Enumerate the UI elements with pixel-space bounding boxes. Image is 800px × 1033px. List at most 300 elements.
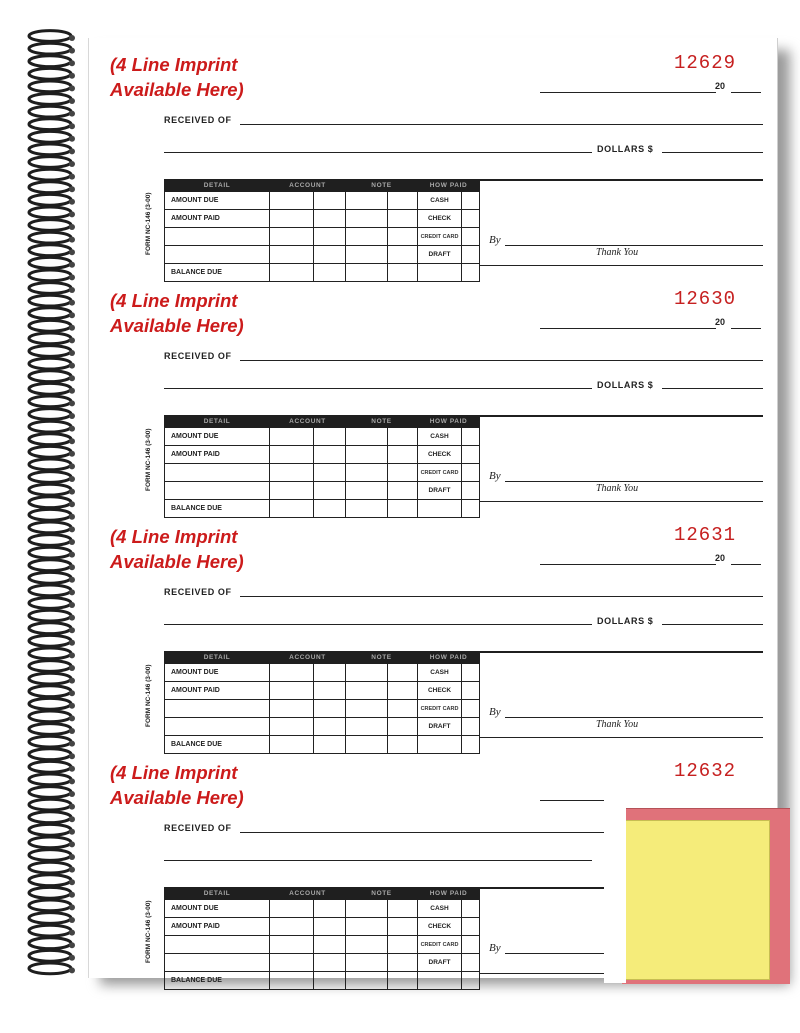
binding-hole xyxy=(69,715,75,721)
spiral-coil xyxy=(29,585,71,596)
binding-hole xyxy=(69,930,75,936)
binding-hole xyxy=(69,501,75,507)
binding-hole xyxy=(69,274,75,280)
spiral-coil xyxy=(29,963,71,974)
amount-paid-account-cents[interactable] xyxy=(314,682,346,700)
blank-note-cents-cell[interactable] xyxy=(388,936,418,954)
binding-hole xyxy=(69,867,75,873)
spiral-coil xyxy=(29,509,71,520)
amount-due-label: AMOUNT DUE xyxy=(165,900,270,918)
by-label: By xyxy=(489,234,501,246)
amount-paid-note-cents[interactable] xyxy=(388,446,418,464)
amount-words-field[interactable] xyxy=(164,388,592,389)
spiral-coil xyxy=(29,194,71,205)
imprint-placeholder xyxy=(110,760,350,810)
spiral-coil xyxy=(29,31,71,42)
spiral-coil xyxy=(29,837,71,848)
binding-hole xyxy=(69,337,75,343)
spiral-coil xyxy=(29,270,71,281)
how-paid-header: HOW PAID xyxy=(418,888,480,900)
amount-paid-label: AMOUNT PAID xyxy=(165,446,270,464)
binding-hole xyxy=(69,73,75,79)
spiral-coil xyxy=(29,421,71,432)
spiral-coil xyxy=(29,950,71,961)
amount-words-field[interactable] xyxy=(164,860,592,861)
spiral-coil xyxy=(29,560,71,571)
amount-paid-note[interactable] xyxy=(346,446,388,464)
date-year-prefix: 20 xyxy=(715,81,726,91)
payment-cash-checkbox[interactable] xyxy=(462,428,480,446)
by-label: By xyxy=(489,706,501,718)
table-row xyxy=(165,446,480,464)
binding-hole xyxy=(69,753,75,759)
binding-hole xyxy=(69,48,75,54)
binding-hole xyxy=(69,199,75,205)
amount-due-account-cents[interactable] xyxy=(314,900,346,918)
binding-hole xyxy=(69,489,75,495)
imprint-line-2: Available Here) xyxy=(110,79,244,100)
white-copy-edge xyxy=(604,790,626,983)
dollars-field[interactable] xyxy=(662,388,763,389)
spiral-coil xyxy=(29,119,71,130)
spiral-coil xyxy=(29,850,71,861)
blank-note-cents-cell[interactable] xyxy=(388,718,418,736)
spiral-coil xyxy=(29,220,71,231)
payment-cash-label: CASH xyxy=(418,192,462,210)
balance-due-account-cents[interactable] xyxy=(314,972,346,990)
table-row xyxy=(165,700,480,718)
dollars-label: DOLLARS $ xyxy=(597,144,654,154)
date-year-field[interactable] xyxy=(731,327,761,329)
table-row xyxy=(165,664,480,682)
payment-check-checkbox[interactable] xyxy=(462,210,480,228)
signature-field[interactable] xyxy=(505,717,763,718)
credit-card-text: CREDIT CARD xyxy=(420,234,459,240)
imprint-line-2: Available Here) xyxy=(110,787,244,808)
payment-check-label: CHECK xyxy=(418,210,462,228)
binding-hole xyxy=(69,249,75,255)
blank-note-cents-cell[interactable] xyxy=(388,246,418,264)
blank-detail-cell xyxy=(165,954,270,972)
spiral-coil xyxy=(29,396,71,407)
binding-hole xyxy=(69,174,75,180)
receipt-12631 xyxy=(89,510,777,746)
blank-note-cell[interactable] xyxy=(346,482,388,500)
table-row xyxy=(165,210,480,228)
balance-due-note[interactable] xyxy=(346,972,388,990)
amount-due-note-cents[interactable] xyxy=(388,192,418,210)
spiral-coil xyxy=(29,68,71,79)
binding-hole xyxy=(69,60,75,66)
date-year-prefix: 20 xyxy=(715,317,726,327)
signature-field[interactable] xyxy=(505,481,763,482)
thank-you-text: Thank You xyxy=(596,483,639,494)
form-code: FORM NC-146 (3-00) xyxy=(145,428,152,491)
binding-hole xyxy=(69,85,75,91)
signature-field[interactable] xyxy=(505,245,763,246)
spiral-coil xyxy=(29,106,71,117)
blank-account-cents-cell[interactable] xyxy=(314,936,346,954)
binding-hole xyxy=(69,312,75,318)
binding-hole xyxy=(69,539,75,545)
dollars-field[interactable] xyxy=(662,152,763,153)
blank-account-cents-cell[interactable] xyxy=(314,246,346,264)
payment-grid xyxy=(164,179,480,282)
spiral-coil xyxy=(29,673,71,684)
amount-paid-note[interactable] xyxy=(346,210,388,228)
payment-draft-checkbox[interactable] xyxy=(462,718,480,736)
balance-due-label: BALANCE DUE xyxy=(165,500,270,518)
receipt-number: 12631 xyxy=(674,524,737,546)
blank-account-cell[interactable] xyxy=(270,228,314,246)
binding-hole xyxy=(69,577,75,583)
amount-paid-note-cents[interactable] xyxy=(388,210,418,228)
binding-hole xyxy=(69,161,75,167)
received-of-label: RECEIVED OF xyxy=(164,823,232,833)
binding-hole xyxy=(69,426,75,432)
spiral-coil xyxy=(29,887,71,898)
balance-due-label: BALANCE DUE xyxy=(165,972,270,990)
receipt-12629 xyxy=(89,38,777,274)
spiral-coil xyxy=(29,358,71,369)
amount-paid-note[interactable] xyxy=(346,682,388,700)
blank-note-cents-cell[interactable] xyxy=(388,482,418,500)
spiral-coil xyxy=(29,724,71,735)
note-header: NOTE xyxy=(346,180,418,192)
spiral-coil xyxy=(29,157,71,168)
amount-due-note[interactable] xyxy=(346,900,388,918)
binding-hole xyxy=(69,904,75,910)
blank-note-cell[interactable] xyxy=(346,228,388,246)
payment-grid xyxy=(164,887,480,990)
imprint-line-1: (4 Line Imprint xyxy=(110,54,238,75)
binding-hole xyxy=(69,237,75,243)
binding-hole xyxy=(69,514,75,520)
amount-paid-account[interactable] xyxy=(270,682,314,700)
binding-hole xyxy=(69,816,75,822)
payment-credit-card-checkbox[interactable] xyxy=(462,936,480,954)
dollars-field[interactable] xyxy=(662,624,763,625)
binding-hole xyxy=(69,678,75,684)
credit-card-text: CREDIT CARD xyxy=(420,706,459,712)
blank-account-cents-cell[interactable] xyxy=(314,482,346,500)
amount-paid-account-cents[interactable] xyxy=(314,446,346,464)
spiral-coil xyxy=(29,749,71,760)
amount-due-account[interactable] xyxy=(270,900,314,918)
balance-due-account[interactable] xyxy=(270,972,314,990)
spiral-coil xyxy=(29,245,71,256)
spiral-coil xyxy=(29,572,71,583)
blank-note-cell[interactable] xyxy=(346,700,388,718)
amount-due-note[interactable] xyxy=(346,192,388,210)
spiral-coil xyxy=(29,812,71,823)
how-paid-header: HOW PAID xyxy=(418,180,480,192)
received-of-field[interactable] xyxy=(240,596,763,597)
binding-hole xyxy=(69,211,75,217)
blank-account-cents-cell[interactable] xyxy=(314,954,346,972)
binding-hole xyxy=(69,564,75,570)
spiral-coil xyxy=(29,43,71,54)
spiral-coil xyxy=(29,661,71,672)
spiral-coil xyxy=(29,333,71,344)
blank-account-cell[interactable] xyxy=(270,464,314,482)
blank-account-cell[interactable] xyxy=(270,936,314,954)
blank-account-cell[interactable] xyxy=(270,700,314,718)
spiral-coil xyxy=(29,383,71,394)
payment-draft-label: DRAFT xyxy=(418,246,462,264)
amount-due-account-cents[interactable] xyxy=(314,428,346,446)
payment-cash-checkbox[interactable] xyxy=(462,192,480,210)
blank-note-cents-cell[interactable] xyxy=(388,700,418,718)
payment-credit-card-checkbox[interactable] xyxy=(462,228,480,246)
amount-due-note-cents[interactable] xyxy=(388,664,418,682)
payment-draft-checkbox[interactable] xyxy=(462,482,480,500)
binding-hole xyxy=(69,602,75,608)
date-field[interactable] xyxy=(540,563,716,565)
blank-detail-cell xyxy=(165,246,270,264)
imprint-placeholder xyxy=(110,524,350,574)
balance-due-label: BALANCE DUE xyxy=(165,736,270,754)
how-paid-header: HOW PAID xyxy=(418,416,480,428)
spiral-coil xyxy=(29,484,71,495)
amount-due-label: AMOUNT DUE xyxy=(165,428,270,446)
spiral-coil xyxy=(29,938,71,949)
blank-account-cell[interactable] xyxy=(270,246,314,264)
binding-hole xyxy=(69,476,75,482)
spiral-coil xyxy=(29,698,71,709)
credit-card-text: CREDIT CARD xyxy=(420,470,459,476)
payment-grid xyxy=(164,651,480,754)
blank-account-cell[interactable] xyxy=(270,954,314,972)
amount-paid-account-cents[interactable] xyxy=(314,918,346,936)
imprint-placeholder xyxy=(110,288,350,338)
account-header: ACCOUNT xyxy=(270,180,346,192)
binding-hole xyxy=(69,552,75,558)
yellow-copy-sheet xyxy=(618,820,770,980)
spiral-coil xyxy=(29,346,71,357)
payment-check-checkbox[interactable] xyxy=(462,682,480,700)
table-row xyxy=(165,918,480,936)
blank-note-cents-cell[interactable] xyxy=(388,954,418,972)
blank-note-cell[interactable] xyxy=(346,718,388,736)
amount-due-note-cents[interactable] xyxy=(388,900,418,918)
spiral-coil xyxy=(29,144,71,155)
amount-paid-account[interactable] xyxy=(270,918,314,936)
amount-words-field[interactable] xyxy=(164,624,592,625)
blank-note-cell[interactable] xyxy=(346,246,388,264)
spiral-coil xyxy=(29,736,71,747)
note-header: NOTE xyxy=(346,888,418,900)
payment-grid-header xyxy=(165,652,480,664)
imprint-line-1: (4 Line Imprint xyxy=(110,526,238,547)
spiral-coil xyxy=(29,787,71,798)
amount-due-account[interactable] xyxy=(270,664,314,682)
account-header: ACCOUNT xyxy=(270,888,346,900)
amount-due-note[interactable] xyxy=(346,428,388,446)
amount-paid-account-cents[interactable] xyxy=(314,210,346,228)
amount-paid-account[interactable] xyxy=(270,210,314,228)
binding-hole xyxy=(69,627,75,633)
binding-hole xyxy=(69,703,75,709)
binding-hole xyxy=(69,791,75,797)
binding-hole xyxy=(69,413,75,419)
spiral-coil xyxy=(29,295,71,306)
amount-paid-account[interactable] xyxy=(270,446,314,464)
date-field[interactable] xyxy=(540,91,716,93)
payment-cash-checkbox[interactable] xyxy=(462,664,480,682)
spiral-coil xyxy=(29,535,71,546)
table-row xyxy=(165,482,480,500)
binding-hole xyxy=(69,325,75,331)
blank-detail-cell xyxy=(165,718,270,736)
spiral-coil xyxy=(29,169,71,180)
received-of-label: RECEIVED OF xyxy=(164,115,232,125)
date-field[interactable] xyxy=(540,799,610,801)
spiral-coil xyxy=(29,283,71,294)
spiral-binding-icon xyxy=(20,30,90,975)
amount-due-label: AMOUNT DUE xyxy=(165,664,270,682)
binding-hole xyxy=(69,955,75,961)
binding-hole xyxy=(69,136,75,142)
table-row xyxy=(165,718,480,736)
spiral-coil xyxy=(29,547,71,558)
binding-hole xyxy=(69,111,75,117)
payment-credit-card-checkbox[interactable] xyxy=(462,700,480,718)
binding-hole xyxy=(69,854,75,860)
dollars-label: DOLLARS $ xyxy=(597,380,654,390)
blank-pay-check-cell xyxy=(462,972,480,990)
blank-note-cell[interactable] xyxy=(346,464,388,482)
received-of-label: RECEIVED OF xyxy=(164,351,232,361)
binding-hole xyxy=(69,98,75,104)
blank-account-cell[interactable] xyxy=(270,718,314,736)
binding-hole xyxy=(69,35,75,41)
spiral-coil xyxy=(29,761,71,772)
amount-paid-note[interactable] xyxy=(346,918,388,936)
receipt-number: 12629 xyxy=(674,52,737,74)
payment-check-label: CHECK xyxy=(418,682,462,700)
spiral-coil xyxy=(29,459,71,470)
amount-paid-note-cents[interactable] xyxy=(388,682,418,700)
spiral-coil xyxy=(29,207,71,218)
amount-paid-note-cents[interactable] xyxy=(388,918,418,936)
payment-draft-label: DRAFT xyxy=(418,718,462,736)
amount-due-account-cents[interactable] xyxy=(314,664,346,682)
blank-note-cell[interactable] xyxy=(346,954,388,972)
by-label: By xyxy=(489,470,501,482)
blank-detail-cell xyxy=(165,482,270,500)
payment-cash-checkbox[interactable] xyxy=(462,900,480,918)
blank-account-cents-cell[interactable] xyxy=(314,700,346,718)
balance-due-note-cents[interactable] xyxy=(388,972,418,990)
blank-account-cents-cell[interactable] xyxy=(314,464,346,482)
spiral-coil xyxy=(29,610,71,621)
table-row xyxy=(165,954,480,972)
amount-due-account[interactable] xyxy=(270,428,314,446)
binding-hole xyxy=(69,778,75,784)
binding-hole xyxy=(69,728,75,734)
blank-note-cents-cell[interactable] xyxy=(388,228,418,246)
detail-header: DETAIL xyxy=(165,180,270,192)
spiral-coil xyxy=(29,257,71,268)
spiral-coil xyxy=(29,875,71,886)
spiral-coil xyxy=(29,56,71,67)
binding-hole xyxy=(69,123,75,129)
spiral-coil xyxy=(29,409,71,420)
spiral-coil xyxy=(29,320,71,331)
amount-due-account-cents[interactable] xyxy=(314,192,346,210)
note-header: NOTE xyxy=(346,416,418,428)
payment-check-checkbox[interactable] xyxy=(462,446,480,464)
blank-note-cents-cell[interactable] xyxy=(388,464,418,482)
spiral-coil xyxy=(29,686,71,697)
date-field[interactable] xyxy=(540,327,716,329)
received-of-field[interactable] xyxy=(240,360,763,361)
binding-hole xyxy=(69,148,75,154)
spiral-coil xyxy=(29,799,71,810)
binding-hole xyxy=(69,766,75,772)
amount-due-note[interactable] xyxy=(346,664,388,682)
carbonless-copies xyxy=(604,790,790,985)
amount-due-note-cents[interactable] xyxy=(388,428,418,446)
binding-hole xyxy=(69,350,75,356)
imprint-line-1: (4 Line Imprint xyxy=(110,290,238,311)
amount-words-field[interactable] xyxy=(164,152,592,153)
payment-check-checkbox[interactable] xyxy=(462,918,480,936)
form-code: FORM NC-146 (3-00) xyxy=(145,900,152,963)
binding-hole xyxy=(69,741,75,747)
payment-draft-label: DRAFT xyxy=(418,482,462,500)
payment-check-label: CHECK xyxy=(418,446,462,464)
note-header: NOTE xyxy=(346,652,418,664)
spiral-coil xyxy=(29,711,71,722)
table-row xyxy=(165,936,480,954)
payment-cash-label: CASH xyxy=(418,664,462,682)
blank-account-cents-cell[interactable] xyxy=(314,718,346,736)
payment-credit-card-label xyxy=(418,936,462,954)
blank-note-cell[interactable] xyxy=(346,936,388,954)
spiral-coil xyxy=(29,371,71,382)
thank-you-text: Thank You xyxy=(596,247,639,258)
date-year-field[interactable] xyxy=(731,91,761,93)
detail-header: DETAIL xyxy=(165,652,270,664)
payment-draft-checkbox[interactable] xyxy=(462,954,480,972)
payment-draft-checkbox[interactable] xyxy=(462,246,480,264)
payment-credit-card-label xyxy=(418,464,462,482)
received-of-label: RECEIVED OF xyxy=(164,587,232,597)
binding-hole xyxy=(69,363,75,369)
table-row xyxy=(165,192,480,210)
receipt-number: 12632 xyxy=(674,760,737,782)
spiral-coil xyxy=(29,862,71,873)
table-row xyxy=(165,972,480,990)
amount-due-account[interactable] xyxy=(270,192,314,210)
blank-account-cents-cell[interactable] xyxy=(314,228,346,246)
spiral-coil xyxy=(29,623,71,634)
imprint-placeholder xyxy=(110,52,350,102)
blank-detail-cell xyxy=(165,464,270,482)
binding-hole xyxy=(69,942,75,948)
binding-hole xyxy=(69,841,75,847)
received-of-field[interactable] xyxy=(240,124,763,125)
thank-you-text: Thank You xyxy=(596,719,639,730)
payment-credit-card-checkbox[interactable] xyxy=(462,464,480,482)
payment-grid-header xyxy=(165,416,480,428)
payment-grid-header xyxy=(165,180,480,192)
date-year-field[interactable] xyxy=(731,563,761,565)
payment-draft-label: DRAFT xyxy=(418,954,462,972)
blank-account-cell[interactable] xyxy=(270,482,314,500)
